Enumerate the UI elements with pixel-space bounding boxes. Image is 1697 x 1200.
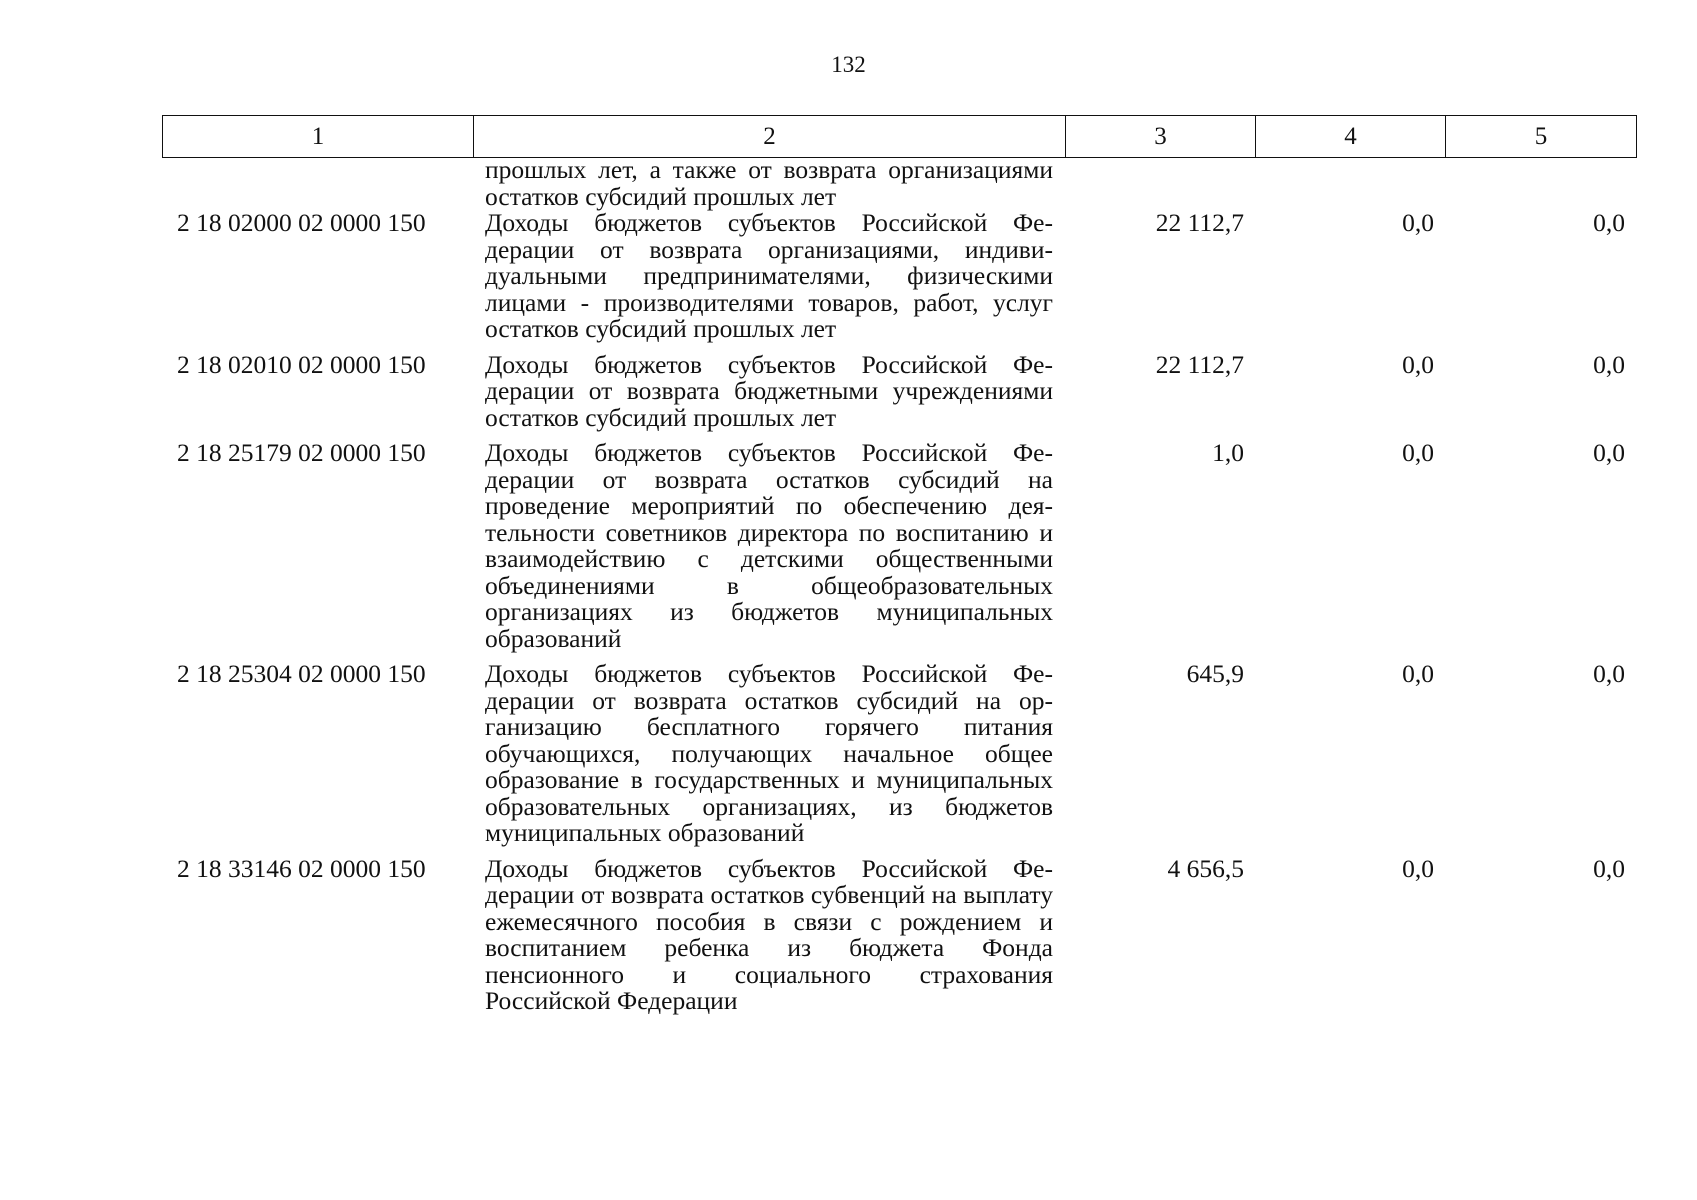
value-col3: 22 112,7	[1155, 349, 1244, 379]
table-row	[162, 661, 1636, 856]
budget-code: 2 18 25179 02 0000 150	[177, 438, 426, 467]
budget-code: 2 18 02000 02 0000 150	[177, 208, 426, 237]
header-col-3: 3	[1066, 116, 1256, 158]
header-col-1: 1	[163, 116, 474, 158]
continuation-col3	[1065, 157, 1255, 210]
income-description: Доходы бюджетов субъектов Российской Федерации от возврата организациями, индивидуальными предпринимателями, физическими лицами - производителями товаров, работ, услуг остатков субсидий прошлых лет	[485, 208, 1053, 343]
table-header	[162, 115, 1637, 158]
value-col5: 0,0	[1593, 349, 1625, 379]
value-col4: 0,0	[1402, 438, 1434, 467]
value-col5: 0,0	[1593, 438, 1625, 467]
value-col4: 0,0	[1402, 853, 1434, 883]
value-col4: 0,0	[1402, 349, 1434, 379]
continuation-col4	[1255, 157, 1445, 210]
continuation-row	[162, 157, 1636, 210]
continuation-col5	[1445, 157, 1636, 210]
header-row	[163, 116, 1637, 158]
budget-code: 2 18 02010 02 0000 150	[177, 349, 426, 379]
continuation-code-cell	[162, 157, 473, 210]
value-col3: 1,0	[1212, 438, 1244, 467]
value-col4: 0,0	[1402, 208, 1434, 237]
value-col5: 0,0	[1593, 659, 1625, 688]
page-number: 132	[831, 52, 866, 77]
table-row	[162, 352, 1636, 441]
header-col-2: 2	[474, 116, 1066, 158]
income-description: Доходы бюджетов субъектов Российской Федерации от возврата остатков субсидий на организацию бесплатного горячего питания обучающихся, получающих начальное общее образование в государственных и муниципальных образовательных организациях, из бюджетов муниципальных образований	[485, 659, 1053, 847]
value-col4: 0,0	[1402, 659, 1434, 688]
continuation-description: прошлых лет, а также от возврата организациями остатков субсидий прошлых лет	[485, 155, 1053, 211]
income-description: Доходы бюджетов субъектов Российской Федерации от возврата остатков субсидий на проведение мероприятий по обеспечению деятельности советников директора по воспитанию и взаимодействию с детскими общественными объединениями в общеобразовательных организациях из бюджетов муниципальных образований	[485, 438, 1053, 653]
budget-code: 2 18 33146 02 0000 150	[177, 853, 426, 883]
income-description: Доходы бюджетов субъектов Российской Федерации от возврата бюджетными учреждениями остатков субсидий прошлых лет	[485, 349, 1053, 432]
value-col3: 22 112,7	[1155, 208, 1244, 237]
table-body	[162, 157, 1636, 1024]
table-row	[162, 856, 1636, 1024]
table-row	[162, 440, 1636, 661]
income-description: Доходы бюджетов субъектов Российской Федерации от возврата остатков субвенций на выплату ежемесячного пособия в связи с рождением и воспитанием ребенка из бюджета Фонда пенсионного и социального страхования Российской Федерации	[485, 853, 1053, 1015]
table-row	[162, 210, 1636, 352]
header-col-5: 5	[1446, 116, 1637, 158]
value-col5: 0,0	[1593, 208, 1625, 237]
value-col3: 645,9	[1186, 659, 1244, 688]
budget-code: 2 18 25304 02 0000 150	[177, 659, 426, 688]
value-col5: 0,0	[1593, 853, 1625, 883]
header-col-4: 4	[1256, 116, 1446, 158]
value-col3: 4 656,5	[1167, 853, 1244, 883]
